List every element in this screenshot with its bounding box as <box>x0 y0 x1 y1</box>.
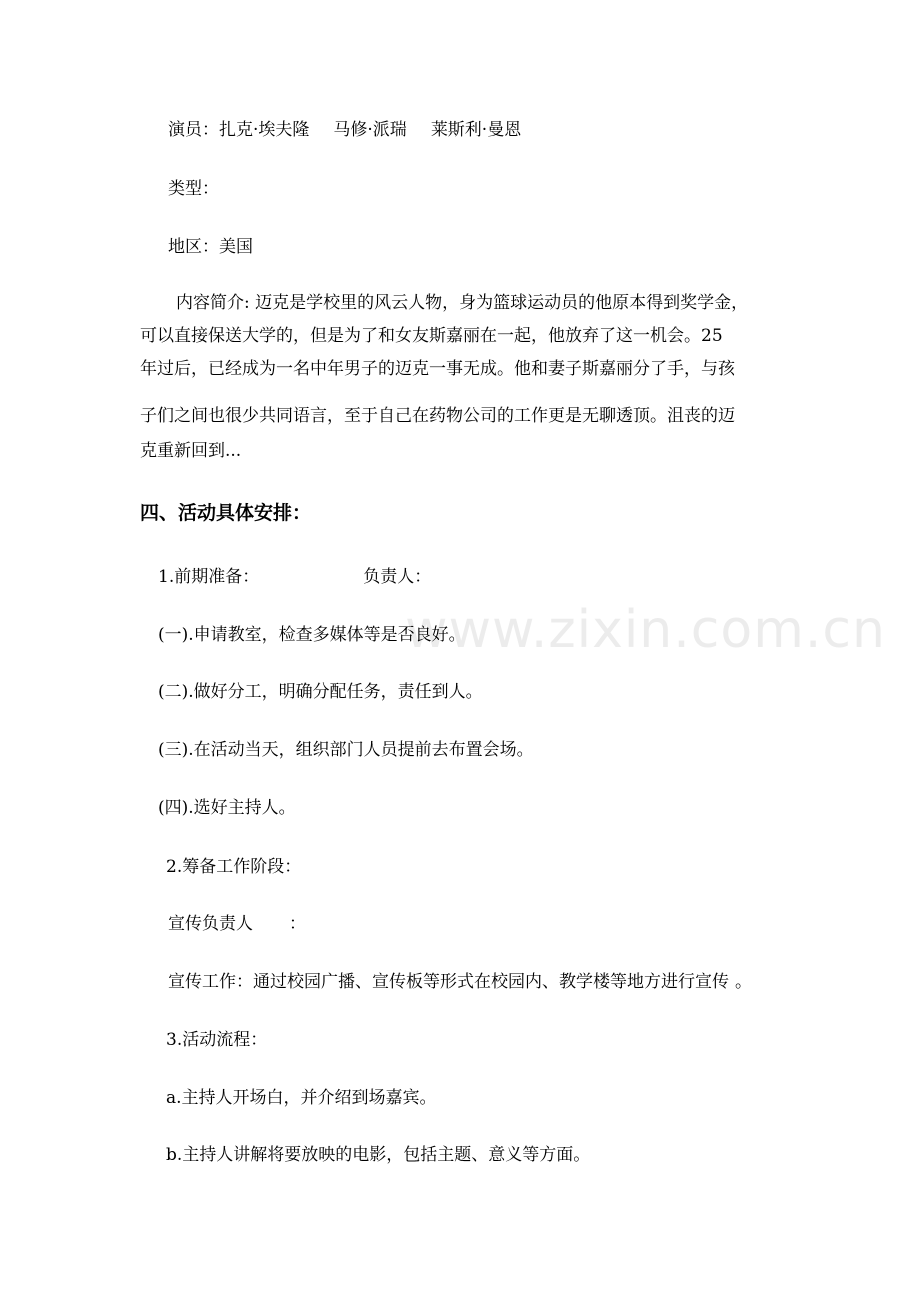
prep-title: 1.前期准备： <box>158 567 260 587</box>
synopsis-line-3: 年过后，已经成为一名中年男子的迈克一事无成。他和妻子斯嘉丽分了手，与孩 <box>140 359 735 379</box>
flow-title: 3.活动流程： <box>166 1030 268 1050</box>
synopsis-line-1: 内容简介: 迈克是学校里的风云人物，身为篮球运动员的他原本得到奖学金， <box>176 293 749 313</box>
prep-owner-label: 负责人： <box>363 567 432 587</box>
synopsis-line-5: 克重新回到... <box>140 441 242 461</box>
actor-2: 马修·派瑞 <box>333 120 407 140</box>
flow-item-b: b.主持人讲解将要放映的电影，包括主题、意义等方面。 <box>166 1145 591 1165</box>
planning-work-end: 。 <box>735 972 752 992</box>
flow-item-a: a.主持人开场白，并介绍到场嘉宾。 <box>166 1088 437 1108</box>
prep-item-2: (二).做好分工，明确分配任务，责任到人。 <box>158 682 483 702</box>
prep-item-4: (四).选好主持人。 <box>158 798 296 818</box>
genre-line <box>168 177 219 201</box>
region-line <box>168 235 253 259</box>
region-label: 地区： <box>168 237 219 257</box>
synopsis-line-4: 子们之间也很少共同语言，至于自己在药物公司的工作更是无聊透顶。沮丧的迈 <box>140 406 735 426</box>
genre-label: 类型： <box>168 179 219 199</box>
planning-work-line <box>168 970 752 994</box>
prep-item-1: (一).申请教室，检查多媒体等是否良好。 <box>158 625 466 645</box>
planning-work: 宣传工作：通过校园广播、宣传板等形式在校园内、教学楼等地方进行宣传 <box>168 972 729 992</box>
region-value: 美国 <box>219 237 253 257</box>
actor-3: 莱斯利·曼恩 <box>430 120 522 140</box>
prep-item-3: (三).在活动当天，组织部门人员提前去布置会场。 <box>158 740 534 760</box>
cast-label: 演员： <box>168 120 219 140</box>
planning-title: 2.筹备工作阶段： <box>166 857 302 877</box>
planning-owner-colon: ： <box>289 914 306 934</box>
planning-owner-label: 宣传负责人 <box>168 914 253 934</box>
section-heading: 四、活动具体安排： <box>140 502 312 524</box>
watermark: www.zixin.com.cn <box>405 600 886 660</box>
actor-1: 扎克·埃夫隆 <box>219 120 310 140</box>
synopsis-line-2: 可以直接保送大学的，但是为了和女友斯嘉丽在一起，他放弃了这一机会。25 <box>140 326 723 346</box>
prep-line <box>158 565 431 589</box>
cast-line <box>168 118 521 142</box>
planning-owner-line <box>168 912 306 936</box>
